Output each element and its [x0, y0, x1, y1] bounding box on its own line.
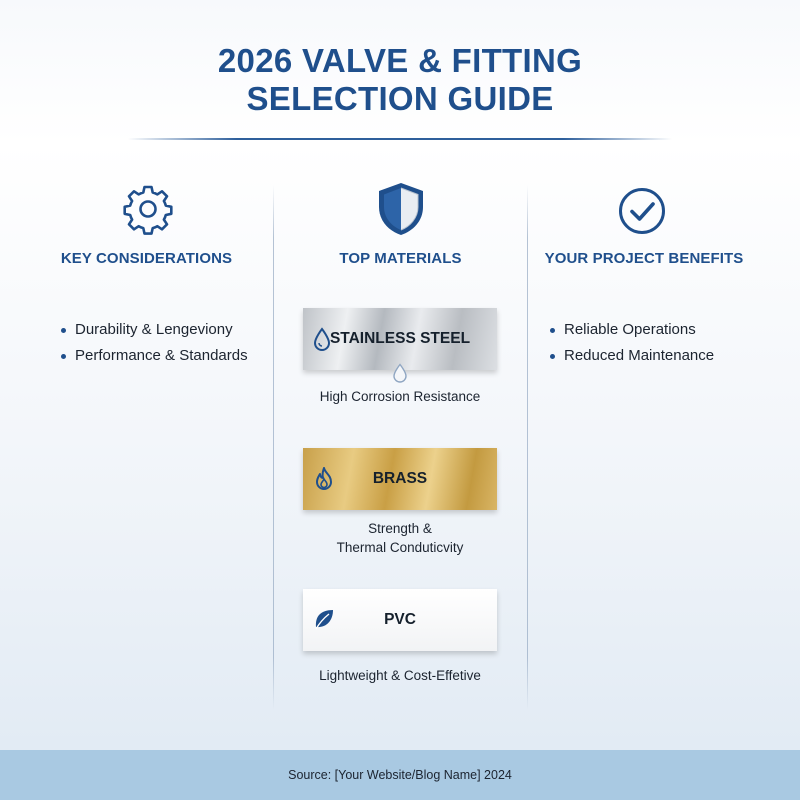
material-name: PVC [384, 611, 416, 628]
checkmark-circle-icon [617, 186, 667, 236]
material-description: High Corrosion Resistance [319, 389, 481, 404]
material-name: STAINLESS STEEL [329, 330, 471, 347]
list-item: Reduced Maintenance [550, 343, 714, 369]
materials-heading: TOP MATERIALS [339, 250, 462, 267]
considerations-list [61, 317, 248, 369]
benefits-list [550, 317, 714, 369]
leaf-icon [313, 608, 335, 632]
material-stainless-steel [303, 308, 497, 370]
title-divider [128, 138, 672, 140]
flame-icon [313, 466, 335, 492]
title-line-1: 2026 VALVE & FITTING [217, 42, 583, 79]
source-text: Source: [Your Website/Blog Name] 2024 [288, 768, 512, 782]
list-item: Durability & Lengeviony [61, 317, 248, 343]
list-item: Performance & Standards [61, 343, 248, 369]
material-brass [303, 448, 497, 510]
considerations-heading: KEY CONSIDERATIONS [60, 250, 233, 267]
material-description-line: Strength & [368, 521, 432, 536]
benefits-heading: YOUR PROJECT BENEFITS [544, 250, 744, 267]
water-drop-icon [392, 363, 408, 383]
water-drop-icon [313, 327, 331, 351]
footer [0, 750, 800, 800]
shield-icon [375, 181, 427, 237]
material-name: BRASS [372, 470, 428, 487]
list-item: Reliable Operations [550, 317, 714, 343]
material-pvc [303, 589, 497, 651]
page-title [0, 42, 800, 118]
material-description [273, 519, 527, 557]
material-description-line: Thermal Conduticvity [336, 540, 464, 555]
gear-icon [122, 183, 174, 235]
material-description: Lightweight & Cost-Effetive [319, 668, 481, 683]
title-line-2: SELECTION GUIDE [246, 80, 554, 117]
